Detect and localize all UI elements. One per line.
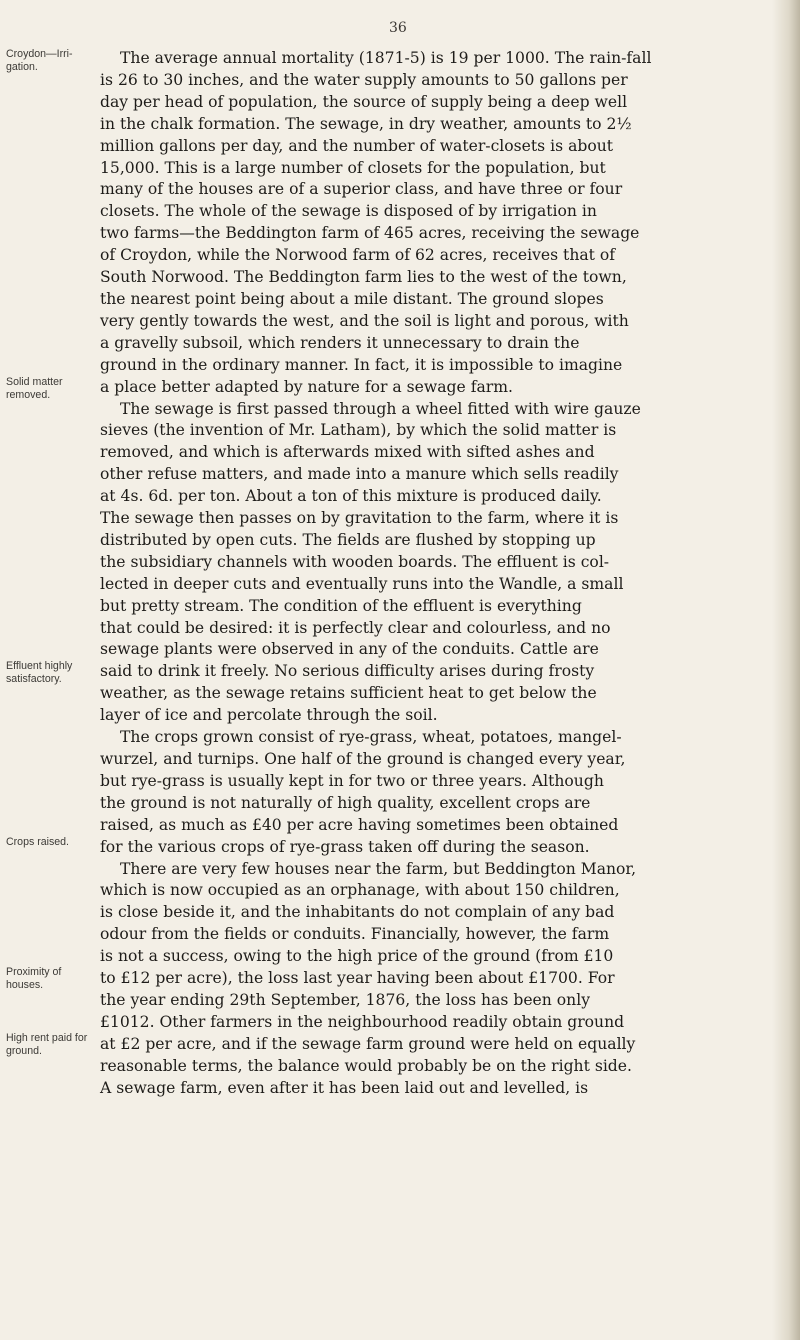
text-line: sieves (the invention of Mr. Latham), by which the solid matter is — [100, 421, 617, 440]
text-line: of Croydon, while the Norwood farm of 62 acres, receives that of — [100, 246, 616, 265]
text-line: said to drink it freely. No serious difficulty arises during frosty — [100, 662, 595, 681]
text-line: million gallons per day, and the number of water-closets is about — [100, 136, 614, 155]
text-line: weather, as the sewage retains sufficient heat to get below the — [100, 684, 597, 703]
text-line: many of the houses are of a superior class, and have three or four — [100, 180, 623, 199]
text-line: is not a success, owing to the high price of the ground (from £10 — [100, 947, 614, 966]
sidenote-proximity: Proximity of houses. — [6, 966, 62, 991]
text-line: ground in the ordinary manner. In fact, it is impossible to imagine — [100, 355, 623, 374]
text-line: to £12 per acre), the loss last year having been about £1700. For — [100, 969, 615, 988]
text-line: at 4s. 6d. per ton. About a ton of this mixture is produced daily. — [100, 487, 602, 506]
text-line: £1012. Other farmers in the neighbourhood readily obtain ground — [100, 1012, 625, 1031]
text-line: at £2 per acre, and if the sewage farm ground were held on equally — [100, 1034, 636, 1053]
text-line: that could be desired: it is perfectly clear and colourless, and no — [100, 618, 611, 637]
paragraph-solid-matter — [100, 399, 764, 728]
text-line: two farms—the Beddington farm of 465 acres, receiving the sewage — [100, 224, 640, 243]
sidenote-solid-matter: Solid matter removed. — [6, 376, 63, 401]
sidenote-croydon-irrigation: Croydon—Irrigation. — [6, 48, 73, 73]
text-line: A sewage farm, even after it has been laid out and levelled, is — [100, 1078, 589, 1097]
paragraph-irrigation — [100, 48, 764, 399]
text-line: removed, and which is afterwards mixed with sifted ashes and — [100, 443, 595, 462]
sidenote-effluent: Effluent highly satisfactory. — [6, 660, 73, 685]
text-line: 15,000. This is a large number of closets for the population, but — [100, 158, 606, 177]
text-line: distributed by open cuts. The fields are flushed by stopping up — [100, 530, 596, 549]
text-line: sewage plants were observed in any of the conduits. Cattle are — [100, 640, 599, 659]
text-line: a gravelly subsoil, which renders it unnecessary to drain the — [100, 333, 580, 352]
text-line: lected in deeper cuts and eventually runs into the Wandle, a small — [100, 574, 624, 593]
text-line: the nearest point being about a mile distant. The ground slopes — [100, 289, 604, 308]
text-line: day per head of population, the source of supply being a deep well — [100, 92, 628, 111]
text-line: layer of ice and percolate through the soil. — [100, 706, 438, 725]
text-line: the subsidiary channels with wooden boards. The effluent is col- — [100, 552, 610, 571]
sidenote-crops: Crops raised. — [6, 836, 69, 848]
text-line: very gently towards the west, and the soil is light and porous, with — [100, 311, 629, 330]
text-line: closets. The whole of the sewage is disposed of by irrigation in — [100, 202, 597, 221]
text-line: reasonable terms, the balance would probably be on the right side. — [100, 1056, 632, 1075]
text-line: but pretty stream. The condition of the effluent is everything — [100, 596, 582, 615]
text-line: is close beside it, and the inhabitants do not complain of any bad — [100, 903, 615, 922]
text-line: in the chalk formation. The sewage, in dry weather, amounts to 2½ — [100, 114, 632, 133]
text-line: other refuse matters, and made into a manure which sells readily — [100, 465, 619, 484]
text-line: South Norwood. The Beddington farm lies to the west of the town, — [100, 268, 627, 287]
paragraph-proximity — [100, 859, 764, 1100]
text-line: The crops grown consist of rye-grass, wheat, potatoes, mangel- — [120, 728, 622, 747]
text-line: The sewage then passes on by gravitation to the farm, where it is — [100, 509, 619, 528]
text-line: There are very few houses near the farm, but Beddington Manor, — [120, 859, 637, 878]
text-line: a place better adapted by nature for a sewage farm. — [100, 377, 513, 396]
text-line: The sewage is first passed through a wheel fitted with wire gauze — [120, 399, 641, 418]
text-line: but rye-grass is usually kept in for two or three years. Although — [100, 771, 604, 790]
text-line: wurzel, and turnips. One half of the ground is changed every year, — [100, 750, 626, 768]
text-line: The average annual mortality (1871-5) is 19 per 1000. The rain-fall — [120, 49, 652, 67]
text-line: the year ending 29th September, 1876, the loss has been only — [100, 990, 591, 1009]
text-line: the ground is not naturally of high quality, excellent crops are — [100, 793, 591, 812]
paragraph-crops — [100, 727, 764, 858]
body-text — [100, 48, 764, 1100]
text-line: odour from the fields or conduits. Financially, however, the farm — [100, 925, 610, 944]
text-line: for the various crops of rye-grass taken off during the season. — [100, 837, 590, 856]
text-line: raised, as much as £40 per acre having sometimes been obtained — [100, 815, 619, 834]
text-line: which is now occupied as an orphanage, with about 150 children, — [100, 881, 620, 900]
text-line: is 26 to 30 inches, and the water supply amounts to 50 gallons per — [100, 70, 628, 89]
sidenote-high-rent: High rent paid for ground. — [6, 1032, 88, 1057]
page-edge-shadow — [772, 0, 800, 1340]
page-number: 36 — [389, 20, 407, 36]
